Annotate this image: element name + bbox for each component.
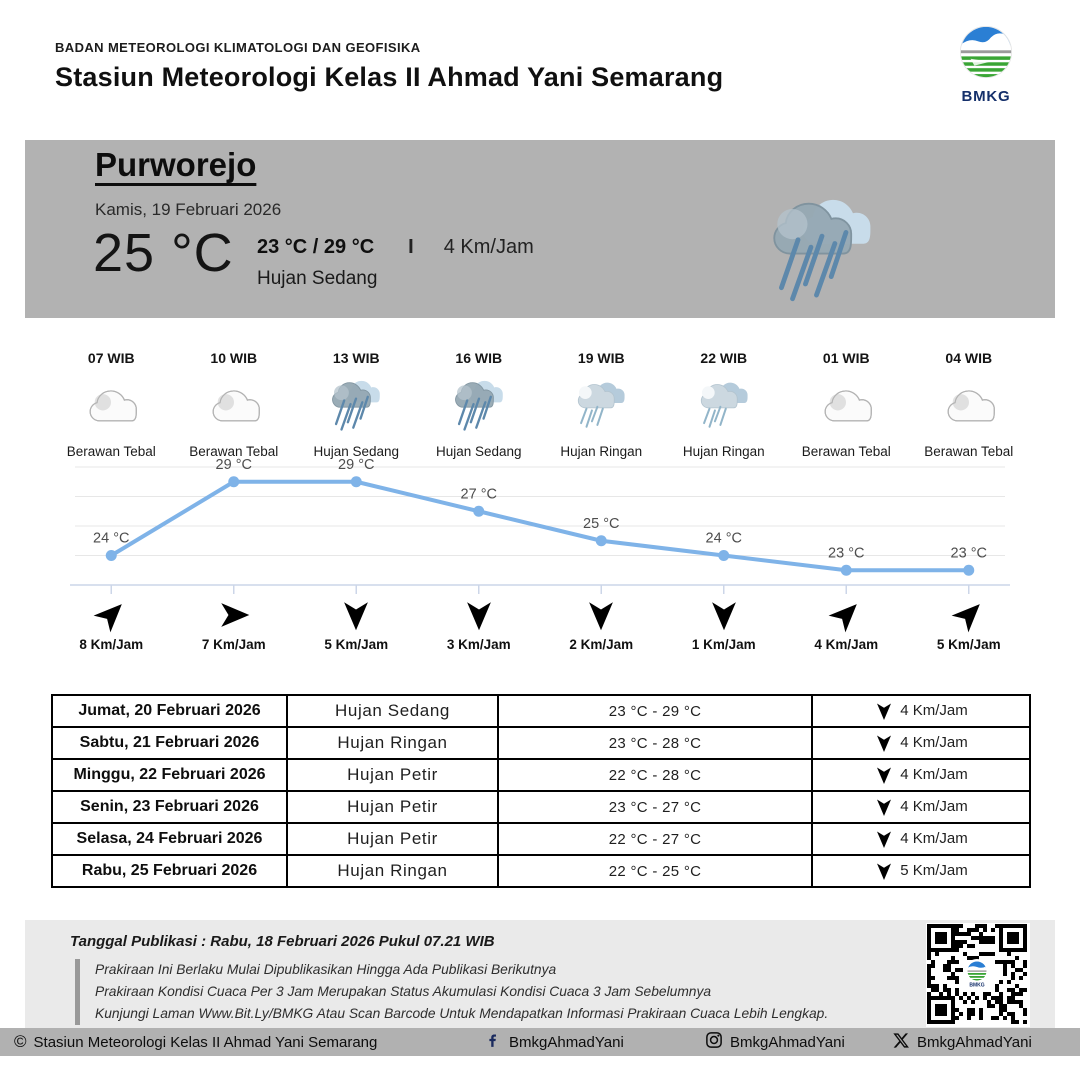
hour-time: 07 WIB	[87, 350, 135, 366]
facebook-handle	[485, 1028, 624, 1056]
hourly-item	[173, 350, 296, 459]
summary-divider: I	[408, 236, 414, 258]
temp-range: 23 °C / 29 °C	[257, 236, 375, 258]
wind-arrow-icon	[908, 598, 1031, 636]
row-date: Rabu, 25 Februari 2026	[52, 855, 287, 887]
svg-text:24 °C: 24 °C	[93, 530, 130, 547]
hour-condition: Hujan Sedang	[435, 444, 522, 459]
table-row	[52, 823, 1030, 855]
hour-condition: Berawan Tebal	[801, 444, 891, 459]
row-condition: Hujan Ringan	[287, 855, 498, 887]
instagram-handle	[705, 1028, 845, 1056]
wind-item	[908, 598, 1031, 652]
temperature-line-chart	[0, 450, 1080, 600]
wind-item	[540, 598, 663, 652]
wind-speed-label: 8 Km/Jam	[79, 637, 144, 652]
wind-item	[173, 598, 296, 652]
header	[55, 40, 723, 93]
row-wind: 4 Km/Jam	[812, 791, 1030, 823]
cloudy-thick-icon	[50, 376, 173, 444]
cloudy-thick-icon	[173, 376, 296, 444]
qr-code	[926, 923, 1030, 1027]
current-conditions-banner	[25, 140, 1055, 318]
row-date: Senin, 23 Februari 2026	[52, 791, 287, 823]
row-temp-range: 23 °C - 29 °C	[498, 695, 812, 727]
cloudy-thick-icon	[908, 376, 1031, 444]
copyright-icon: ©	[14, 1032, 27, 1051]
hour-condition: Berawan Tebal	[924, 444, 1014, 459]
footer-notes	[75, 959, 828, 1025]
cloudy-thick-icon	[785, 376, 908, 444]
row-condition: Hujan Ringan	[287, 727, 498, 759]
footer-note-line: Kunjungi Laman Www.Bit.Ly/BMKG Atau Scan Barcode Untuk Mendapatkan Informasi Prakiraan Cuaca Lebih Lengkap.	[95, 1006, 829, 1021]
row-condition: Hujan Sedang	[287, 695, 498, 727]
hour-time: 01 WIB	[822, 350, 870, 366]
hour-time: 22 WIB	[700, 350, 748, 366]
wind-arrow-icon	[295, 598, 418, 636]
row-wind: 4 Km/Jam	[812, 823, 1030, 855]
row-wind: 4 Km/Jam	[812, 727, 1030, 759]
social-bar	[0, 1028, 1080, 1056]
copyright-text: Stasiun Meteorologi Kelas II Ahmad Yani Semarang	[33, 1033, 378, 1051]
wind-arrow-icon	[540, 598, 663, 636]
wind-speed-label: 2 Km/Jam	[569, 637, 634, 652]
hour-condition: Hujan Ringan	[682, 444, 765, 459]
hour-condition: Berawan Tebal	[66, 444, 156, 459]
current-wind-speed: 4 Km/Jam	[443, 236, 534, 258]
row-condition: Hujan Petir	[287, 759, 498, 791]
copyright-line	[14, 1028, 377, 1056]
rain-light-icon	[663, 376, 786, 444]
hourly-item	[418, 350, 541, 459]
hourly-forecast-strip	[50, 350, 1030, 459]
table-row	[52, 695, 1030, 727]
row-temp-range: 22 °C - 25 °C	[498, 855, 812, 887]
forecast-date: Kamis, 19 Februari 2026	[95, 200, 282, 219]
rain-moderate-icon	[763, 190, 881, 313]
table-row	[52, 759, 1030, 791]
row-wind: 5 Km/Jam	[812, 855, 1030, 887]
hour-time: 19 WIB	[577, 350, 625, 366]
wind-arrow-icon	[418, 598, 541, 636]
facebook-icon	[485, 1032, 509, 1053]
current-condition: Hujan Sedang	[257, 268, 378, 289]
hour-condition: Hujan Ringan	[560, 444, 643, 459]
hour-time: 13 WIB	[332, 350, 380, 366]
wind-speed-label: 1 Km/Jam	[691, 637, 756, 652]
wind-arrow-icon	[785, 598, 908, 636]
table-row	[52, 791, 1030, 823]
svg-text:24 °C: 24 °C	[705, 530, 742, 547]
hour-condition: Hujan Sedang	[313, 444, 400, 459]
row-wind: 4 Km/Jam	[812, 695, 1030, 727]
rain-moderate-icon	[295, 376, 418, 444]
publication-footer	[25, 920, 1055, 1028]
location-name: Purworejo	[95, 146, 257, 183]
wind-speed-label: 5 Km/Jam	[324, 637, 389, 652]
wind-speed-label: 4 Km/Jam	[814, 637, 879, 652]
hourly-item	[295, 350, 418, 459]
hourly-item	[663, 350, 786, 459]
svg-text:25 °C: 25 °C	[583, 515, 620, 532]
hour-condition: Berawan Tebal	[189, 444, 279, 459]
wind-item	[785, 598, 908, 652]
x-handle	[893, 1028, 1032, 1056]
row-date: Minggu, 22 Februari 2026	[52, 759, 287, 791]
row-temp-range: 22 °C - 27 °C	[498, 823, 812, 855]
wind-item	[295, 598, 418, 652]
svg-text:29 °C: 29 °C	[338, 456, 375, 473]
facebook-text: BmkgAhmadYani	[509, 1033, 624, 1051]
wind-speed-label: 5 Km/Jam	[936, 637, 1001, 652]
wind-arrow-icon	[50, 598, 173, 636]
row-condition: Hujan Petir	[287, 791, 498, 823]
hour-time: 16 WIB	[455, 350, 503, 366]
hourly-item	[540, 350, 663, 459]
hour-time: 04 WIB	[945, 350, 993, 366]
row-date: Selasa, 24 Februari 2026	[52, 823, 287, 855]
agency-name: BADAN METEOROLOGI KLIMATOLOGI DAN GEOFISIKA	[55, 40, 421, 55]
row-condition: Hujan Petir	[287, 823, 498, 855]
svg-text:29 °C: 29 °C	[215, 456, 252, 473]
svg-text:23 °C: 23 °C	[950, 545, 987, 562]
bmkg-logo-icon	[957, 69, 1015, 86]
rain-moderate-icon	[418, 376, 541, 444]
row-temp-range: 22 °C - 28 °C	[498, 759, 812, 791]
footer-note-line: Prakiraan Ini Berlaku Mulai Dipublikasikan Hingga Ada Publikasi Berikutnya	[95, 962, 557, 977]
svg-text:27 °C: 27 °C	[460, 486, 497, 503]
footer-note-line: Prakiraan Kondisi Cuaca Per 3 Jam Merupakan Status Akumulasi Kondisi Cuaca 3 Jam Sebelumnya	[95, 984, 712, 999]
svg-text:23 °C: 23 °C	[828, 545, 865, 562]
table-row	[52, 727, 1030, 759]
row-date: Sabtu, 21 Februari 2026	[52, 727, 287, 759]
row-temp-range: 23 °C - 27 °C	[498, 791, 812, 823]
wind-speed-label: 3 Km/Jam	[446, 637, 511, 652]
instagram-icon	[705, 1031, 730, 1053]
wind-item	[418, 598, 541, 652]
x-icon	[893, 1032, 917, 1053]
wind-direction-row	[50, 598, 1030, 652]
current-temperature: 25 °C	[93, 223, 234, 283]
wind-arrow-icon	[663, 598, 786, 636]
x-text: BmkgAhmadYani	[917, 1033, 1032, 1051]
hourly-item	[908, 350, 1031, 459]
hourly-item	[50, 350, 173, 459]
station-title: Stasiun Meteorologi Kelas II Ahmad Yani Semarang	[55, 62, 724, 92]
current-summary	[257, 236, 534, 290]
wind-speed-label: 7 Km/Jam	[201, 637, 266, 652]
daily-forecast-table	[51, 694, 1031, 888]
hourly-item	[785, 350, 908, 459]
row-date: Jumat, 20 Februari 2026	[52, 695, 287, 727]
wind-item	[663, 598, 786, 652]
rain-light-icon	[540, 376, 663, 444]
table-row	[52, 855, 1030, 887]
bmkg-logo	[948, 24, 1024, 105]
svg-text:BMKG: BMKG	[969, 982, 985, 989]
wind-arrow-icon	[173, 598, 296, 636]
bmkg-logo-label: BMKG	[961, 88, 1011, 105]
publication-date: Tanggal Publikasi : Rabu, 18 Februari 2026 Pukul 07.21 WIB	[70, 933, 495, 950]
row-wind: 4 Km/Jam	[812, 759, 1030, 791]
wind-item	[50, 598, 173, 652]
instagram-text: BmkgAhmadYani	[730, 1033, 845, 1051]
hour-time: 10 WIB	[210, 350, 258, 366]
row-temp-range: 23 °C - 28 °C	[498, 727, 812, 759]
